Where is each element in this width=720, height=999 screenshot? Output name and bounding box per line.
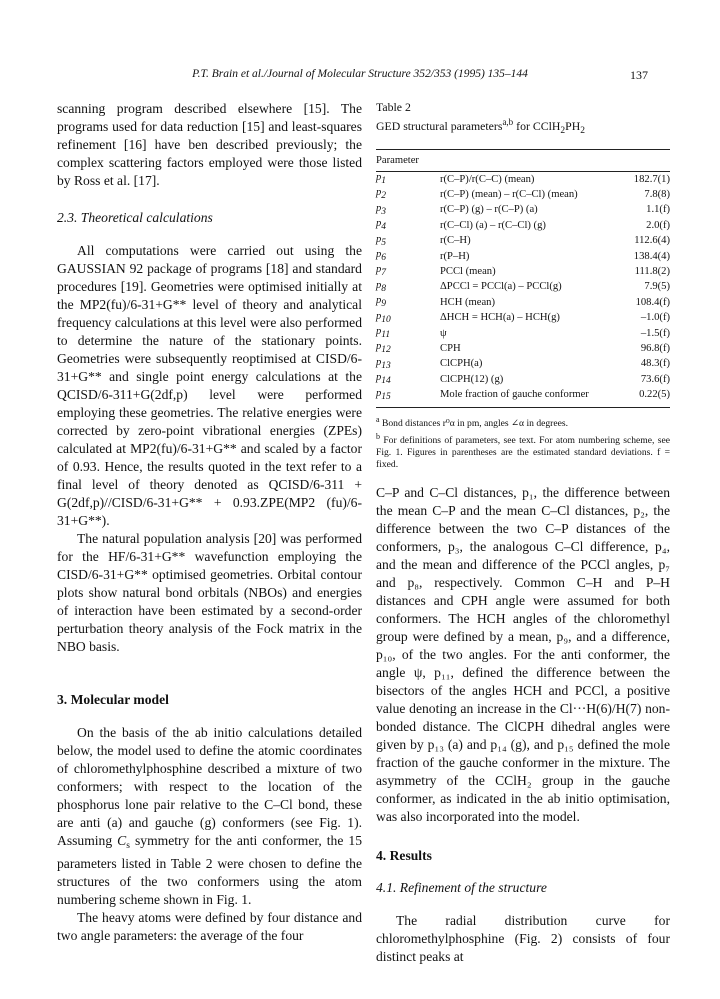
heading-theoretical-calculations: 2.3. Theoretical calculations <box>57 210 213 225</box>
parameter-index: 12 <box>381 345 391 356</box>
parameter-description: PCCl (mean) <box>440 265 496 277</box>
caption-superscript: a,b <box>502 117 514 127</box>
parameter-description: r(P–H) <box>440 250 470 262</box>
table-row <box>376 372 670 387</box>
table-row <box>376 218 670 233</box>
parameter-description: ClCPH(12) (g) <box>440 373 504 385</box>
caption-text-c: PH <box>565 119 581 133</box>
parameter-description: r(C–H) <box>440 235 471 247</box>
parameter-symbol <box>376 311 440 326</box>
table-row <box>376 234 670 249</box>
parameter-index: 3 <box>381 206 387 217</box>
parameter-value: 7.8(8) <box>644 188 670 200</box>
parameter-index: 11 <box>381 330 391 341</box>
parameter-value: –1.0(f) <box>640 312 670 324</box>
table-row <box>376 264 670 279</box>
heading-refinement: 4.1. Refinement of the structure <box>376 879 547 895</box>
parameter-value: 0.22(5) <box>612 388 670 408</box>
parameter-index: 14 <box>381 376 391 387</box>
parameter-letter: p <box>376 172 382 183</box>
caption-text-a: GED structural parameters <box>376 119 503 133</box>
parameter-value: 138.4(4) <box>633 250 670 262</box>
footnote-b-text: For definitions of parameters, see text. For atom numbering scheme, see Fig. 1. Figures in parentheses are the estimated standard deviations. f = fixed. <box>376 434 670 471</box>
right-column <box>376 100 670 966</box>
table-label: Table 2 <box>376 100 411 114</box>
parameter-symbol <box>376 357 440 372</box>
running-head <box>0 68 720 84</box>
footnote-a-mark: a <box>376 415 380 425</box>
parameter-value: 111.8(2) <box>634 265 670 277</box>
parameter-symbol <box>376 341 440 356</box>
parameter-letter: p <box>376 341 382 353</box>
table-row <box>376 172 670 188</box>
parameter-symbol <box>376 187 440 202</box>
parameter-letter: p <box>376 372 382 384</box>
parameter-letter: p <box>376 187 382 199</box>
caption-subscript-2: 2 <box>580 126 585 136</box>
parameter-letter: p <box>376 295 382 307</box>
parameter-description: r(C–P) (g) – r(C–P) (a) <box>440 204 538 216</box>
parameter-value: –1.5(f) <box>640 327 670 339</box>
parameter-index: 1 <box>381 176 387 186</box>
parameter-value: 108.4(f) <box>635 296 670 308</box>
parameter-symbol <box>376 172 440 188</box>
table-row <box>376 311 670 326</box>
parameter-value: 48.3(f) <box>640 358 670 370</box>
paragraph-intro: scanning program described elsewhere [15]. The programs used for data reduction [15] and least-squares refinement [16] have ben described previously; the complex scattering factors employed were those listed by Ross et al. [17]. <box>57 101 362 188</box>
left-column <box>57 100 362 945</box>
gaussian-name: GAUSSIAN 92 <box>57 261 144 276</box>
parameter-symbol <box>376 264 440 279</box>
table-row <box>376 388 670 408</box>
page-number: 137 <box>630 68 648 82</box>
parameter-symbol <box>376 372 440 387</box>
parameter-description: CPH <box>440 342 461 354</box>
paragraph-model-continued: C–P and C–Cl distances, p₁, the difference between the mean C–P and the mean C–Cl distances, p₂, the difference between the two C–P distances of the conformers, p₃, the analogous C–Cl difference, p₄, and the mean and difference of the PCCl angles, p₇ and p₈, respectively. Common C–H and P–H distances and CPH angle were assumed for both conformers. The HCH angles of the chloromethyl group were defined by a mean, p₉, and a difference, p₁₀, of the two angles. For the anti conformer, the angle ψ, p₁₁, defined the difference between the bisectors of the angles HCH and PCCl, a positive value denoting an increase in the Cl···H(6)/H(7) non-bonded distance. The ClCPH dihedral angles were given by p₁₃ (a) and p₁₄ (g), and p₁₅ defined the mole fraction of the gauche conformer in the mixture. The asymmetry of the CClH₂ group in the gauche conformer, as indicated in the ab initio optimisation, was also incorporated into the model. <box>376 484 670 824</box>
parameter-symbol <box>376 249 440 264</box>
parameter-letter: p <box>376 249 382 261</box>
parameter-letter: p <box>376 310 382 322</box>
parameter-value: 182.7(1) <box>633 173 670 185</box>
running-head-citation: P.T. Brain et al./Journal of Molecular Structure 352/353 (1995) 135–144 <box>192 68 528 80</box>
symmetry-symbol: C <box>117 833 127 848</box>
parameter-description: r(C–P)/r(C–C) (mean) <box>440 173 535 185</box>
parameter-symbol <box>376 280 440 295</box>
parameter-index: 4 <box>381 222 387 233</box>
table-row <box>376 187 670 202</box>
parameter-value: 73.6(f) <box>640 373 670 385</box>
parameter-value: 7.9(5) <box>644 281 670 293</box>
parameter-index: 15 <box>381 391 391 402</box>
parameter-value: 1.1(f) <box>646 204 670 216</box>
parameter-index: 5 <box>381 237 387 248</box>
parameter-symbol <box>376 388 440 408</box>
footnote-a-text: Bond distances r⁰α in pm, angles ∠α in degrees. <box>379 418 569 430</box>
parameter-letter: p <box>376 264 382 276</box>
parameter-symbol <box>376 295 440 310</box>
parameter-value: 112.6(4) <box>634 235 670 247</box>
parameter-value: 2.0(f) <box>646 219 670 231</box>
parameter-index: 10 <box>381 314 391 325</box>
table-row <box>376 203 670 218</box>
parameter-letter: p <box>376 326 382 338</box>
parameter-index: 13 <box>381 360 391 371</box>
parameter-description: r(C–P) (mean) – r(C–Cl) (mean) <box>440 188 578 200</box>
model-text-a: On the basis of the ab initio calculations detailed below, the model used to define the atomic coordinates of chloromethylphosphine described a mixture of two conformers; with respect to the location of the phosphorus lone pair relative to the C–Cl bond, these are anti (a) and gauche (g) conformers (see Fig. 1). Assuming <box>57 725 362 848</box>
parameter-description: Mole fraction of gauche conformer <box>440 388 612 408</box>
symmetry-subscript: s <box>126 841 130 851</box>
parameter-index: 7 <box>381 268 387 279</box>
table-row <box>376 341 670 356</box>
parameter-letter: p <box>376 202 382 214</box>
parameter-letter: p <box>376 387 382 399</box>
table-footnote-b <box>376 431 670 472</box>
parameter-symbol <box>376 203 440 218</box>
table-body <box>376 172 670 408</box>
heading-results: 4. Results <box>376 847 432 863</box>
parameter-description: r(C–Cl) (a) – r(C–Cl) (g) <box>440 219 546 231</box>
table-caption <box>376 115 670 139</box>
parameter-letter: p <box>376 279 382 291</box>
table-footnote-a <box>376 414 670 430</box>
parameter-letter: p <box>376 233 382 245</box>
paragraph-theory-2: The natural population analysis [20] was performed for the HF/6-31+G** wavefunction employing the CISD/6-31+G** optimised geometries. Orbital contour plots show natural bond orbitals (NBOs) and energies of interaction have been estimated by a second-order perturbation theory analysis of the Fock matrix in the NBO basis. <box>57 531 362 654</box>
parameter-symbol <box>376 326 440 341</box>
parameter-symbol <box>376 218 440 233</box>
heading-molecular-model: 3. Molecular model <box>57 692 169 707</box>
parameter-description: ΔPCCl = PCCl(a) – PCCl(g) <box>440 281 562 293</box>
parameter-index: 8 <box>381 283 387 294</box>
caption-subscript: 2 <box>560 126 566 136</box>
parameter-index: 6 <box>381 253 387 264</box>
parameter-description: HCH (mean) <box>440 296 496 308</box>
parameter-index: 9 <box>381 299 387 310</box>
table-row <box>376 357 670 372</box>
parameter-letter: p <box>376 218 382 230</box>
parameter-index: 2 <box>381 191 387 202</box>
model-text-b: symmetry for the anti conformer, the 15 parameters listed in Table 2 were chosen to define the structures of the two conformers using the atom numbering scheme shown in Fig. 1. <box>57 833 362 907</box>
paragraph-model-1 <box>57 724 362 909</box>
table-row <box>376 280 670 295</box>
table-row <box>376 326 670 341</box>
table-row <box>376 295 670 310</box>
parameter-symbol <box>376 234 440 249</box>
paragraph-model-2: The heavy atoms were defined by four distance and two angle parameters: the average of the four <box>57 910 362 943</box>
parameter-description: ClCPH(a) <box>440 358 483 370</box>
footnote-b-mark: b <box>376 431 380 441</box>
paragraph-results: The radial distribution curve for chloromethylphosphine (Fig. 2) consists of four distinct peaks at <box>376 912 670 964</box>
theory-text-b: package of programs [18] and standard procedures [19]. Geometries were optimised initially at the MP2(fu)/6-31+G** level of theory and analytical frequency calculations at this level were also performed to determine the nature of the stationary points. Geometries were subsequently reoptimised at CISD/6-31+G** and single point energy calculations at the QCISD/6-311+G(2df,p) level were performed employing these geometries. The relative energies were corrected by zero-point vibrational energies (ZPEs) calculated at MP2(fu)/6-31+G** and scaled by a factor of 0.93. Hence, the results quoted in the text refer to a final level of theory denoted as QCISD/6-311 + G(2df,p)//CISD/6-31+G** + 0.93.ZPE(MP2 (fu)/6-31+G**). <box>57 261 362 528</box>
caption-text-b: for CClH <box>513 119 561 133</box>
parameter-description: ΔHCH = HCH(a) – HCH(g) <box>440 312 560 324</box>
table-header-parameter: Parameter <box>376 150 670 172</box>
theory-text-a: All computations were carried out using the <box>77 243 362 258</box>
parameter-letter: p <box>376 356 382 368</box>
parameter-value: 96.8(f) <box>640 342 670 354</box>
parameters-table <box>376 149 670 408</box>
table-row <box>376 249 670 264</box>
paragraph-theory-1 <box>57 242 362 530</box>
parameter-description: ψ <box>440 327 447 339</box>
